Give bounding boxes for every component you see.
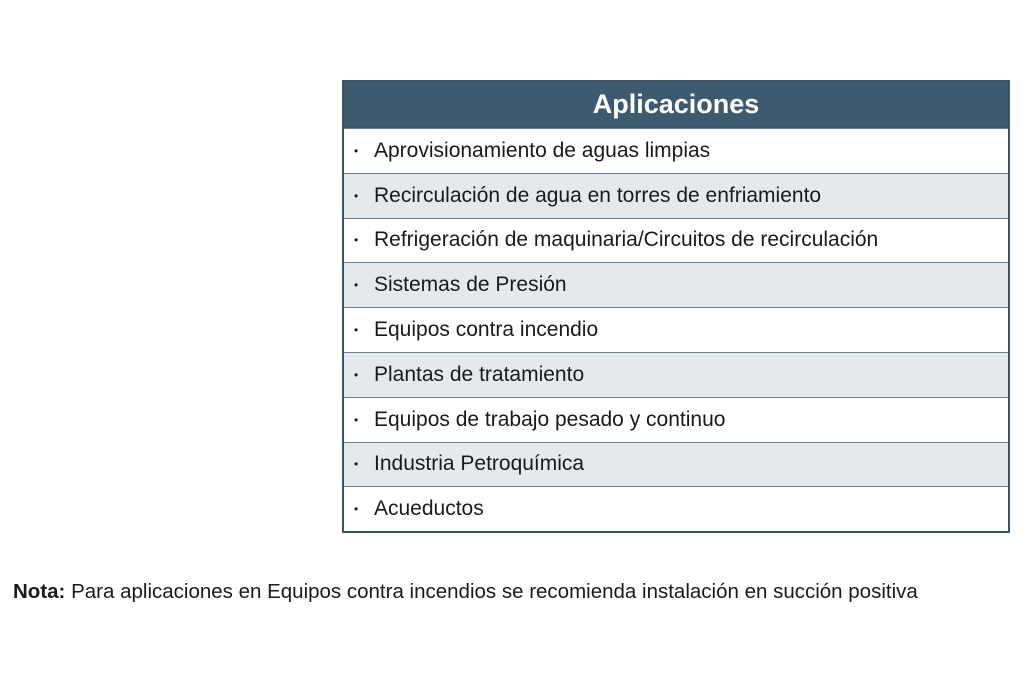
bullet-icon: • [354,143,359,158]
bullet-icon: • [354,278,359,293]
bullet-icon: • [354,367,359,382]
row-label: Equipos contra incendio [374,318,599,342]
row-label: Plantas de tratamiento [374,362,585,386]
bullet-icon: • [354,188,359,203]
bullet-icon: • [354,233,359,248]
table-row [344,442,1008,487]
row-label: Industria Petroquímica [374,452,585,476]
table-row [344,173,1008,218]
table-row [344,307,1008,352]
note-text: Para aplicaciones en Equipos contra incendios se recomienda instalación en succión positiva [65,580,918,603]
note-label: Nota: [13,580,66,603]
row-label: Sistemas de Presión [374,273,567,297]
table-row [344,262,1008,307]
row-label: Refrigeración de maquinaria/Circuitos de recirculación [374,228,879,252]
row-label: Equipos de trabajo pesado y continuo [374,407,726,431]
table-row [344,397,1008,442]
bullet-icon: • [354,323,359,338]
row-label: Acueductos [374,497,484,521]
table-row [344,486,1008,531]
bullet-icon: • [354,412,359,427]
bullet-icon: • [354,502,359,517]
bullet-icon: • [354,457,359,472]
table-row [344,218,1008,263]
table-row [344,128,1008,173]
applications-table [342,80,1010,533]
table-header: Aplicaciones [344,82,1008,128]
row-label: Recirculación de agua en torres de enfriamiento [374,183,822,207]
table-row [344,352,1008,397]
note-paragraph [13,578,973,605]
row-label: Aprovisionamiento de aguas limpias [374,138,711,162]
